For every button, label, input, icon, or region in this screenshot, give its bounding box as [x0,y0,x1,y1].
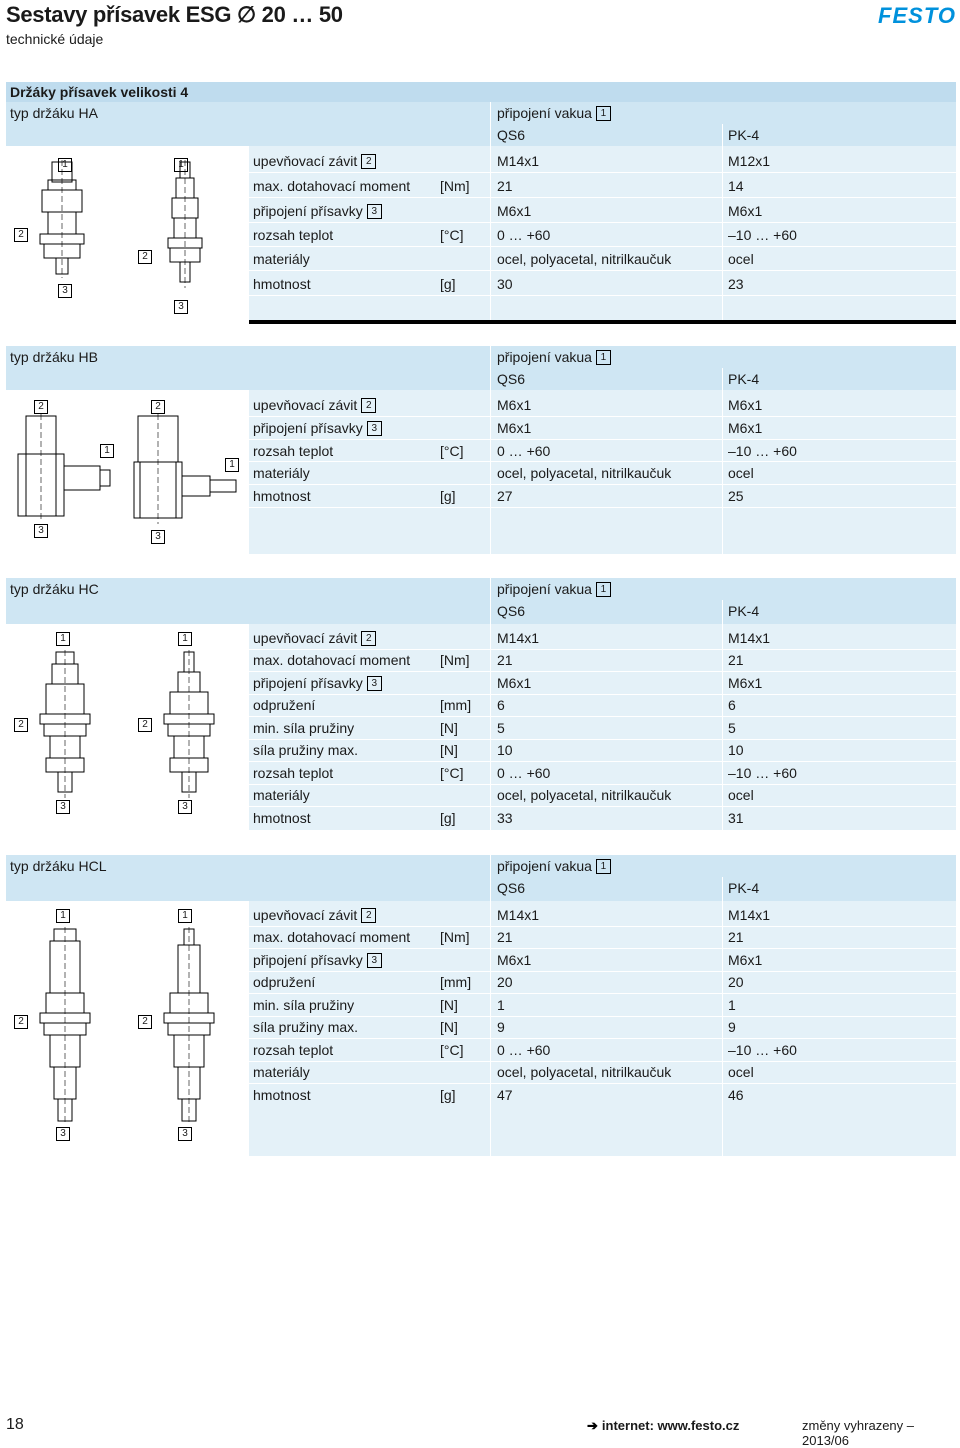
col-qs6: QS6 [497,603,526,619]
vacuum-connection-label: připojení vakua 1 [497,346,611,368]
ref-badge: 1 [225,458,239,472]
section-header [6,82,956,102]
holder-hc-pk4-drawing [156,650,226,800]
ref-badge: 1 [596,859,611,874]
vacuum-connection-label: připojení vakua 1 [497,578,611,600]
table-row: připojení přísavky 3 M6x1 M6x1 [253,203,763,219]
table-row: max. dotahovací moment [Nm] 21 21 [253,652,744,668]
ref-badge: 1 [596,106,611,121]
ref-badge: 2 [14,228,28,242]
page-subtitle: technické údaje [6,31,104,47]
table-row: rozsah teplot [°C] 0 … +60 –10 … +60 [253,443,797,459]
ref-badge: 1 [596,582,611,597]
ref-badge: 1 [596,350,611,365]
table-row: hmotnost [g] 33 31 [253,810,744,826]
table-row: upevňovací závit 2 M14x1 M14x1 [253,630,771,646]
table-row: materiály ocel, polyacetal, nitrilkaučuk ocel [253,787,754,803]
holder-hb-qs6-drawing [14,414,114,524]
table-row: odpružení [mm] 6 6 [253,697,736,713]
holder-hcl-pk4-drawing [156,927,226,1127]
ref-badge: 3 [178,1127,192,1141]
section-title: Držáky přísavek velikosti 4 [10,84,189,100]
ref-badge: 1 [56,632,70,646]
table-row: min. síla pružiny [N] 1 1 [253,997,736,1013]
festo-logo: FESTO [878,3,956,28]
holder-hcl-qs6-drawing [32,927,102,1127]
table-row: připojení přísavky 3 M6x1 M6x1 [253,952,763,968]
col-pk4: PK-4 [728,603,760,619]
type-label: typ držáku HCL [10,858,107,874]
ref-badge: 2 [34,400,48,414]
ref-badge: 1 [58,158,72,172]
website-link[interactable]: ➔ internet: www.festo.cz [587,1418,740,1433]
table-row: min. síla pružiny [N] 5 5 [253,720,736,736]
table-row: síla pružiny max. [N] 9 9 [253,1019,736,1035]
table-row: připojení přísavky 3 M6x1 M6x1 [253,420,763,436]
ref-badge: 2 [138,250,152,264]
holder-hc-qs6-drawing [32,650,102,800]
col-pk4: PK-4 [728,880,760,896]
ref-badge: 3 [151,530,165,544]
ref-badge: 1 [174,158,188,172]
ref-badge: 2 [14,1015,28,1029]
table-row: rozsah teplot [°C] 0 … +60 –10 … +60 [253,765,797,781]
table-row: připojení přísavky 3 M6x1 M6x1 [253,675,763,691]
table-row: odpružení [mm] 20 20 [253,974,744,990]
ref-badge: 3 [56,800,70,814]
table-row: hmotnost [g] 27 25 [253,488,744,504]
table-row: materiály ocel, polyacetal, nitrilkaučuk ocel [253,465,754,481]
ref-badge: 3 [34,524,48,538]
block-header [6,855,956,901]
ref-badge: 3 [58,284,72,298]
col-qs6: QS6 [497,127,526,143]
ref-badge: 1 [100,444,114,458]
holder-block-hc [6,578,956,830]
block-header [6,578,956,624]
table-row: max. dotahovací moment [Nm] 21 14 [253,178,744,194]
holder-ha-pk4-drawing [156,160,216,290]
table-row: rozsah teplot [°C] 0 … +60 –10 … +60 [253,1042,797,1058]
page-title: Sestavy přísavek ESG ∅ 20 … 50 [6,2,343,27]
holder-hb-pk4-drawing [130,414,240,526]
type-label: typ držáku HC [10,581,99,597]
col-qs6: QS6 [497,371,526,387]
table-row: upevňovací závit 2 M14x1 M12x1 [253,153,771,169]
table-row: hmotnost [g] 47 46 [253,1087,744,1103]
ref-badge: 3 [174,300,188,314]
ref-badge: 3 [56,1127,70,1141]
holder-block-hcl [6,855,956,1156]
vacuum-connection-label: připojení vakua 1 [497,855,611,877]
block-header [6,346,956,390]
ref-badge: 1 [56,909,70,923]
ref-badge: 2 [138,718,152,732]
table-row: upevňovací závit 2 M14x1 M14x1 [253,907,771,923]
col-qs6: QS6 [497,880,526,896]
col-pk4: PK-4 [728,127,760,143]
table-row: upevňovací závit 2 M6x1 M6x1 [253,397,763,413]
table-row: materiály ocel, polyacetal, nitrilkaučuk ocel [253,251,754,267]
vacuum-connection-label: připojení vakua 1 [497,102,611,124]
table-row: max. dotahovací moment [Nm] 21 21 [253,929,744,945]
holder-block-ha [6,102,956,324]
holder-ha-qs6-drawing [28,160,98,280]
holder-block-hb [6,346,956,554]
ref-badge: 2 [138,1015,152,1029]
type-label: typ držáku HA [10,105,98,121]
footer-note: změny vyhrazeny – 2013/06 [802,1418,914,1448]
ref-badge: 1 [178,632,192,646]
ref-badge: 2 [14,718,28,732]
page-number: 18 [6,1416,24,1433]
table-row: materiály ocel, polyacetal, nitrilkaučuk ocel [253,1064,754,1080]
block-header [6,102,956,146]
table-row: hmotnost [g] 30 23 [253,276,744,292]
table-row: rozsah teplot [°C] 0 … +60 –10 … +60 [253,227,797,243]
arrow-right-icon: ➔ [587,1418,598,1433]
type-label: typ držáku HB [10,349,98,365]
ref-badge: 3 [178,800,192,814]
table-row: síla pružiny max. [N] 10 10 [253,742,744,758]
col-pk4: PK-4 [728,371,760,387]
ref-badge: 2 [151,400,165,414]
ref-badge: 1 [178,909,192,923]
